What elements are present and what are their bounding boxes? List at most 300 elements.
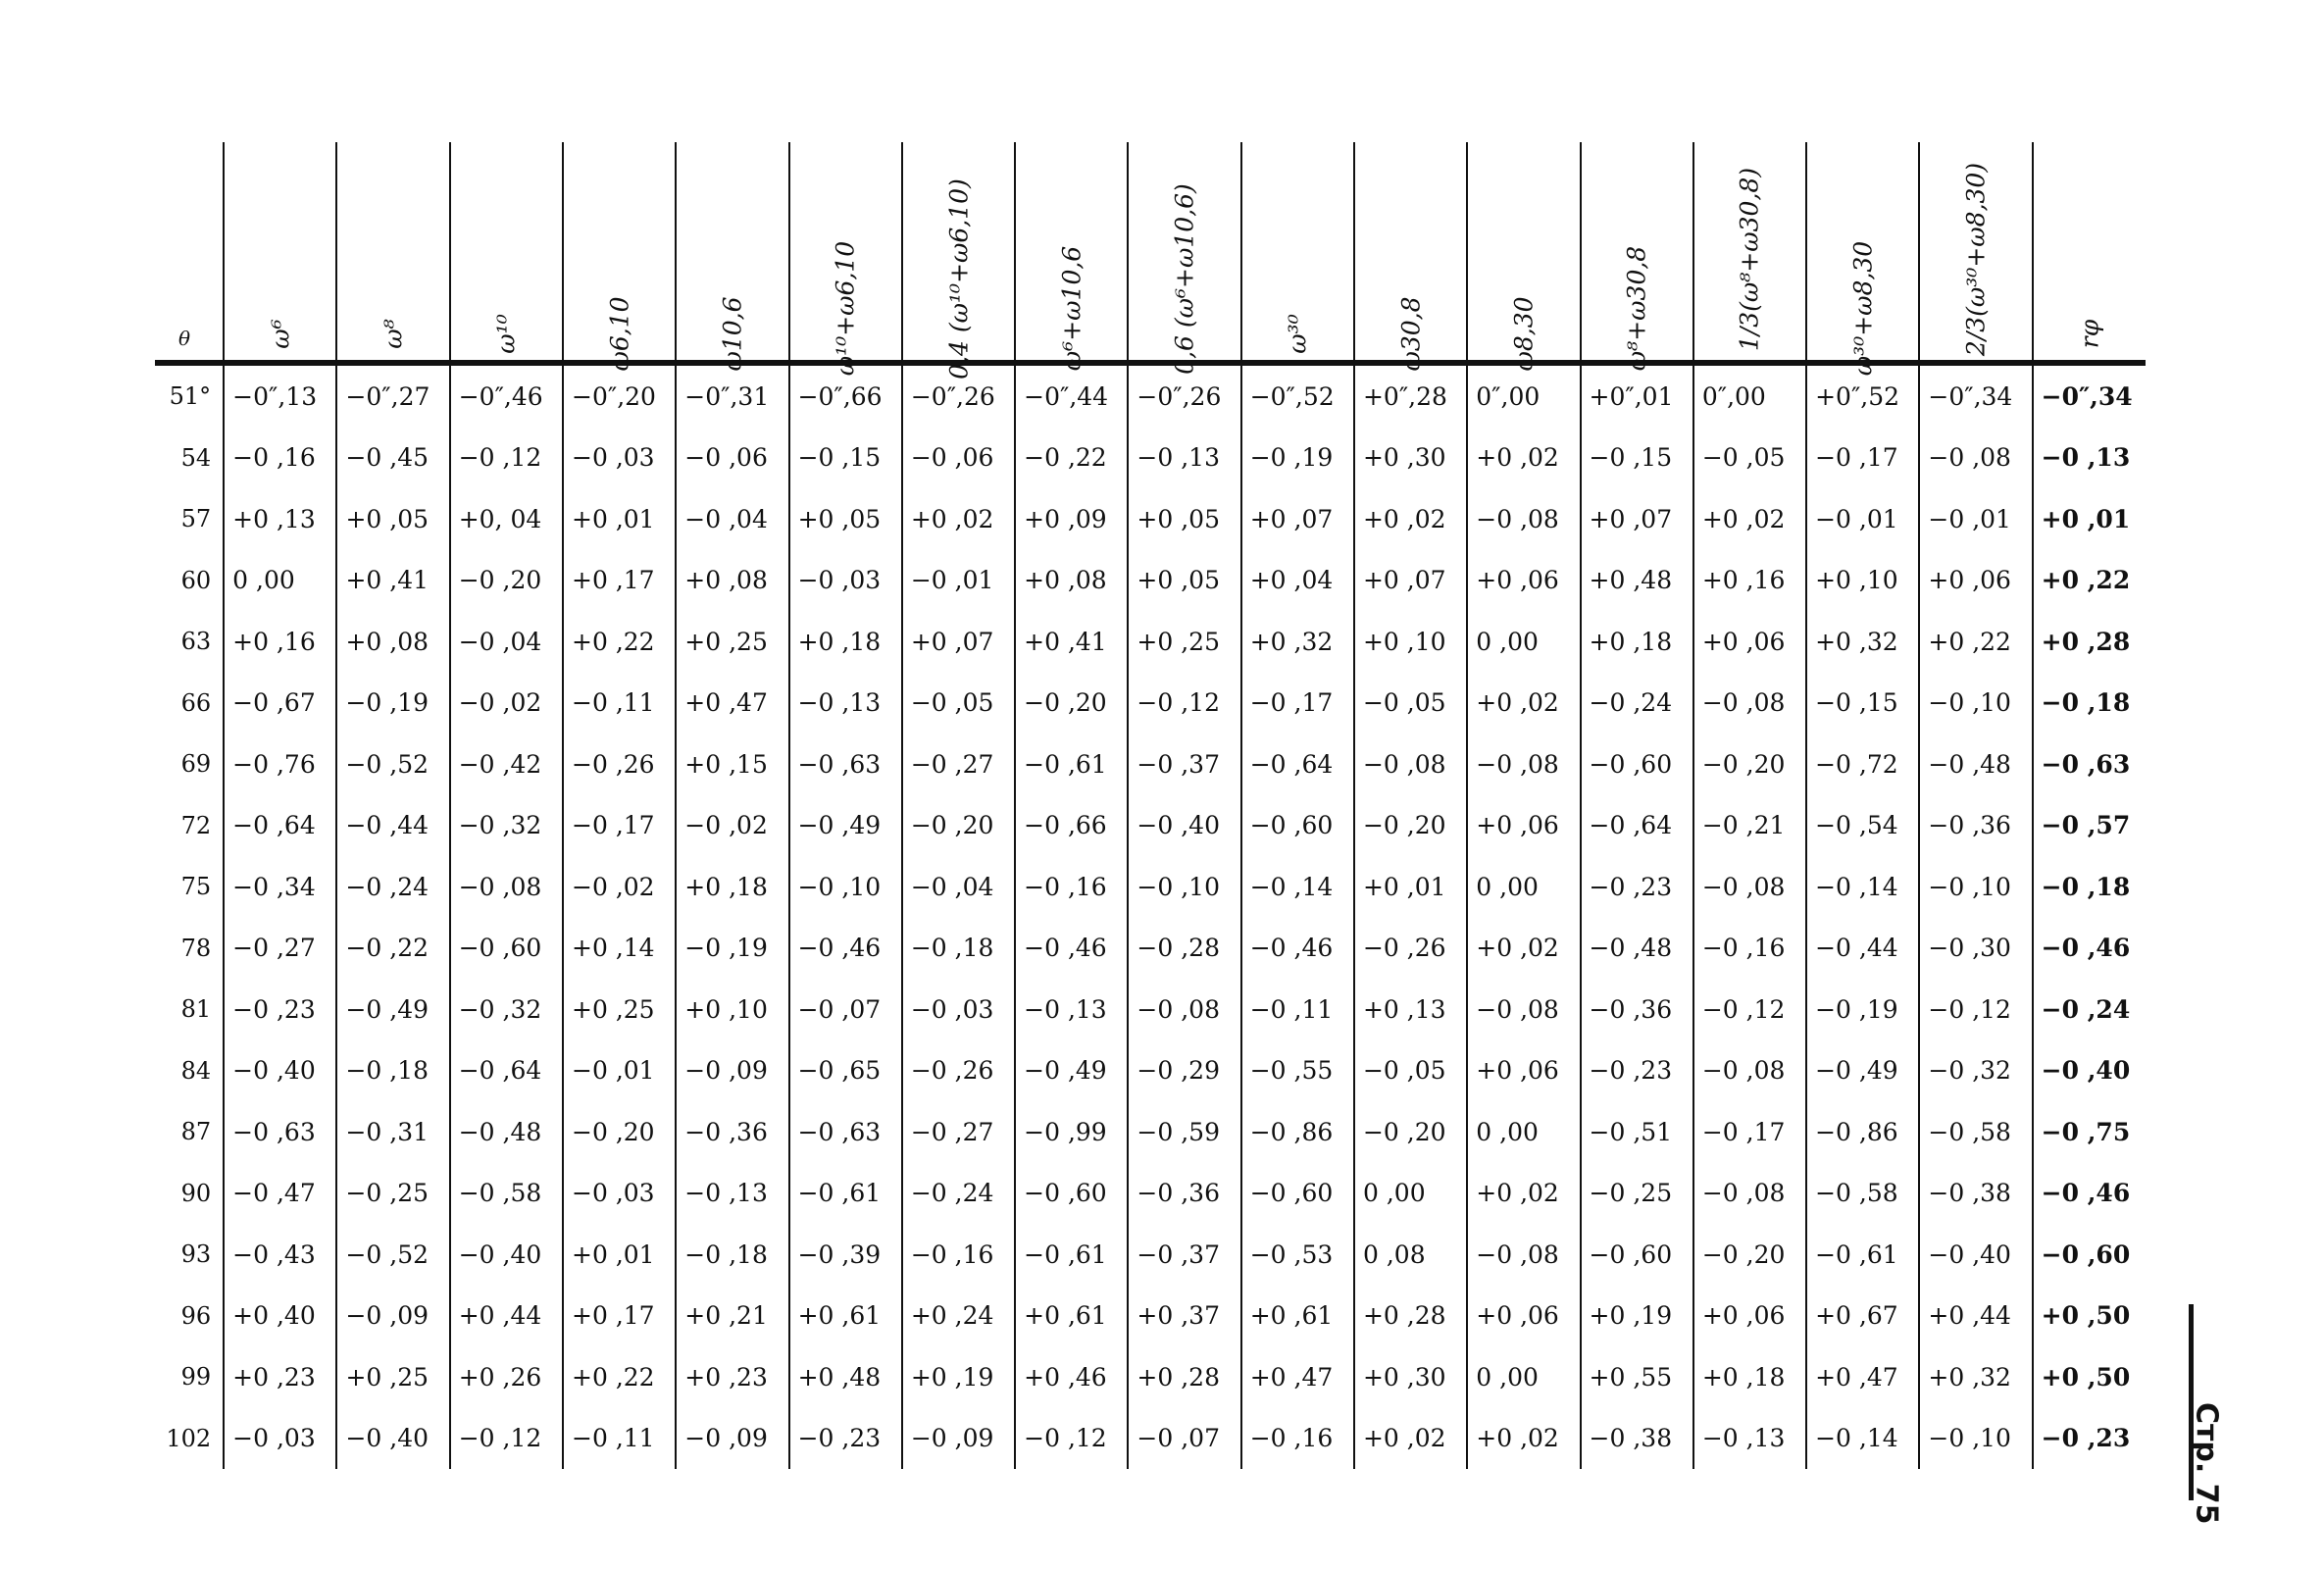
table-row [155,1286,2146,1347]
table-cell: −0 ,04 [902,856,1015,918]
column-header-label: ω⁸+ω30,8 [1622,245,1651,372]
table-cell: 0 ,00 [1467,856,1580,918]
table-cell: −0 ,40 [224,1040,336,1102]
table-cell: 0 ,00 [1354,1163,1467,1225]
table-cell: +0 ,10 [1806,550,1919,612]
row-theta-cell: 72 [180,811,212,839]
table-cell: +0 ,01 [1354,856,1467,918]
table-cell: −0 ,12 [1919,979,2032,1040]
table-cell: −0 ,37 [1128,734,1240,795]
table-cell: +0 ,06 [1467,1040,1580,1102]
table-cell: +0 ,28 [1354,1286,1467,1347]
table-cell: −0 ,20 [1354,795,1467,857]
table-cell: −0 ,27 [224,918,336,980]
table-cell: −0 ,64 [450,1040,563,1102]
table-cell: +0 ,61 [789,1286,902,1347]
row-theta-cell: 66 [180,688,212,717]
table-cell: +0 ,04 [1241,550,1354,612]
table-cell: −0″,31 [676,363,788,428]
row-theta-cell: 69 [180,750,212,779]
table-row [155,1040,2146,1102]
table-cell: −0 ,59 [1128,1101,1240,1163]
row-theta-cell: 84 [180,1056,212,1085]
table-cell: −0 ,19 [676,918,788,980]
column-header [2033,142,2146,363]
table-cell: −0 ,13 [2033,428,2146,489]
column-header [1581,142,1693,372]
table-row [155,734,2146,795]
row-theta-cell: 51° [169,382,212,411]
table-cell: −0 ,99 [1015,1101,1128,1163]
table-cell: −0 ,44 [1806,918,1919,980]
table-cell: −0 ,60 [1581,1224,1693,1286]
column-header [902,142,1015,380]
table-cell: −0 ,15 [1806,673,1919,734]
table-cell: −0 ,49 [336,979,449,1040]
table-cell: +0 ,05 [1128,550,1240,612]
table-cell: −0 ,26 [563,734,676,795]
table-cell: −0 ,05 [1354,673,1467,734]
table-cell: −0 ,12 [450,428,563,489]
table-cell: −0 ,11 [563,673,676,734]
row-theta-cell: 102 [166,1424,212,1452]
table-cell: −0 ,03 [224,1408,336,1470]
table-cell: −0 ,18 [336,1040,449,1102]
table-cell: +0 ,01 [563,1224,676,1286]
table-row [155,795,2146,857]
table-cell: +0 ,18 [676,856,788,918]
table-cell: +0 ,41 [1015,611,1128,673]
table-cell: −0 ,05 [1354,1040,1467,1102]
table-cell: −0 ,40 [2033,1040,2146,1102]
row-theta-cell: 93 [180,1240,212,1269]
column-header [1919,142,2032,363]
table-cell: −0 ,40 [1919,1224,2032,1286]
table-cell: −0 ,58 [1806,1163,1919,1225]
column-header-label: ω¹⁰+ω6,10 [831,240,860,377]
table-cell: −0 ,08 [1693,856,1806,918]
table-cell: +0 ,55 [1581,1346,1693,1408]
table-cell: −0 ,05 [902,673,1015,734]
table-cell: 0 ,00 [1467,611,1580,673]
table-cell: −0 ,25 [1581,1163,1693,1225]
table-cell: −0 ,52 [336,1224,449,1286]
table-cell: −0 ,01 [1919,488,2032,550]
table-cell: 0″,00 [1467,363,1580,428]
table-cell: −0 ,49 [1015,1040,1128,1102]
table-cell: +0″,52 [1806,363,1919,428]
table-cell: −0 ,38 [1581,1408,1693,1470]
table-cell: +0 ,19 [1581,1286,1693,1347]
table-cell: −0 ,12 [1128,673,1240,734]
table-cell: +0 ,16 [1693,550,1806,612]
table-cell: +0 ,22 [563,1346,676,1408]
table-cell: −0 ,58 [1919,1101,2032,1163]
column-header-label: ω⁶ [266,319,295,349]
table-cell: −0 ,36 [676,1101,788,1163]
table-cell: −0 ,13 [789,673,902,734]
table-cell: −0 ,28 [1128,918,1240,980]
row-theta-cell: 57 [180,505,212,533]
table-cell: −0 ,60 [450,918,563,980]
column-header [789,142,902,377]
table-cell: −0 ,46 [1241,918,1354,980]
table-cell: −0 ,27 [902,1101,1015,1163]
table-cell: −0 ,17 [1241,673,1354,734]
table-cell: +0 ,44 [450,1286,563,1347]
table-cell: −0 ,16 [902,1224,1015,1286]
table-cell: −0 ,40 [1128,795,1240,857]
row-theta-cell: 75 [180,873,212,901]
column-header-label: ω³⁰ [1283,314,1312,354]
table-cell: +0 ,08 [1015,550,1128,612]
table-cell: −0 ,34 [224,856,336,918]
table-cell: −0″,34 [1919,363,2032,428]
row-theta-cell: 54 [180,443,212,472]
table-cell: +0 ,22 [2033,550,2146,612]
column-header-label: ω³⁰+ω8,30 [1848,240,1878,377]
table-cell: −0 ,10 [1919,856,2032,918]
table-cell: +0 ,19 [902,1346,1015,1408]
table-cell: −0 ,17 [1693,1101,1806,1163]
row-theta-cell: 99 [180,1363,212,1392]
table-cell: −0 ,46 [2033,1163,2146,1225]
table-cell: −0 ,20 [1693,734,1806,795]
table-cell: −0 ,12 [1015,1408,1128,1470]
table-cell: −0 ,19 [1806,979,1919,1040]
table-cell: +0 ,48 [1581,550,1693,612]
table-cell: 0 ,08 [1354,1224,1467,1286]
table-cell: 0 ,00 [1467,1346,1580,1408]
table-cell: +0 ,37 [1128,1286,1240,1347]
table-cell: −0 ,12 [450,1408,563,1470]
table-cell: −0 ,48 [1581,918,1693,980]
column-header-label: ω10,6 [718,296,747,372]
table-cell: −0 ,24 [2033,979,2146,1040]
table-cell: −0 ,08 [1467,734,1580,795]
table-row [155,918,2146,980]
table-cell: +0 ,02 [1467,428,1580,489]
table-cell: −0 ,17 [1806,428,1919,489]
table-cell: +0 ,22 [563,611,676,673]
table-cell: +0 ,05 [1128,488,1240,550]
table-cell: −0 ,46 [789,918,902,980]
table-cell: −0 ,32 [450,979,563,1040]
table-cell: −0 ,18 [2033,673,2146,734]
table-cell: +0 ,08 [336,611,449,673]
table-cell: +0 ,05 [789,488,902,550]
column-header-label: ω⁶+ω10,6 [1057,245,1086,372]
table-cell: +0 ,25 [1128,611,1240,673]
table-cell: −0 ,01 [902,550,1015,612]
table-cell: −0 ,20 [563,1101,676,1163]
table-cell: +0″,01 [1581,363,1693,428]
table-cell: +0 ,07 [1354,550,1467,612]
table-cell: −0 ,24 [902,1163,1015,1225]
table-cell: +0 ,50 [2033,1286,2146,1347]
table-cell: −0 ,39 [789,1224,902,1286]
column-header-label: ω⁸ [379,319,408,349]
table-cell: −0 ,76 [224,734,336,795]
column-header [1354,142,1467,372]
table-cell: −0 ,46 [1015,918,1128,980]
table-cell: −0″,27 [336,363,449,428]
table-cell: −0 ,49 [1806,1040,1919,1102]
table-cell: −0 ,04 [676,488,788,550]
table-row [155,673,2146,734]
column-header [1241,142,1354,363]
table-cell: −0″,20 [563,363,676,428]
table-cell: −0″,52 [1241,363,1354,428]
table-cell: −0 ,61 [1015,1224,1128,1286]
table-cell: −0 ,47 [224,1163,336,1225]
table-cell: −0 ,08 [1693,1163,1806,1225]
table-cell: +0 ,14 [563,918,676,980]
table-cell: −0 ,60 [1241,795,1354,857]
row-theta-cell: 78 [180,934,212,962]
table-cell: −0″,46 [450,363,563,428]
table-cell: −0 ,32 [450,795,563,857]
table-row [155,979,2146,1040]
table-cell: +0 ,41 [336,550,449,612]
table-cell: +0 ,02 [1467,1408,1580,1470]
table-cell: −0″,26 [902,363,1015,428]
table-cell: +0 ,06 [1693,1286,1806,1347]
table-cell: −0″,66 [789,363,902,428]
table-cell: −0 ,20 [450,550,563,612]
table-cell: +0 ,61 [1015,1286,1128,1347]
table-cell: −0 ,23 [789,1408,902,1470]
table-cell: −0 ,16 [224,428,336,489]
row-theta-cell: 63 [180,628,212,656]
table-cell: −0 ,30 [1919,918,2032,980]
table-cell: −0 ,08 [1128,979,1240,1040]
table-cell: +0 ,46 [1015,1346,1128,1408]
table-row [155,1163,2146,1225]
table-cell: −0 ,61 [789,1163,902,1225]
table-row [155,363,2146,428]
table-cell: +0 ,28 [1128,1346,1240,1408]
table-cell: +0 ,32 [1919,1346,2032,1408]
table-cell: +0 ,18 [1693,1346,1806,1408]
table-cell: +0 ,06 [1467,795,1580,857]
table-cell: +0 ,67 [1806,1286,1919,1347]
table-cell: −0 ,15 [1581,428,1693,489]
table-cell: −0 ,03 [902,979,1015,1040]
table-cell: +0 ,02 [1354,1408,1467,1470]
table-cell: −0 ,86 [1241,1101,1354,1163]
column-header [336,142,449,363]
table-row [155,1408,2146,1470]
table-cell: −0″,44 [1015,363,1128,428]
table-cell: −0 ,08 [1354,734,1467,795]
table-cell: −0 ,51 [1581,1101,1693,1163]
table-cell: −0″,34 [2033,363,2146,428]
table-cell: −0 ,36 [1581,979,1693,1040]
table-cell: −0 ,48 [1919,734,2032,795]
table-cell: +0 ,25 [676,611,788,673]
table-cell: −0 ,31 [336,1101,449,1163]
table-cell: −0 ,11 [1241,979,1354,1040]
table-cell: +0 ,24 [902,1286,1015,1347]
table-cell: −0 ,17 [563,795,676,857]
table-cell: +0 ,02 [1693,488,1806,550]
table-cell: −0 ,48 [450,1101,563,1163]
table-cell: +0 ,21 [676,1286,788,1347]
table-cell: −0 ,46 [2033,918,2146,980]
table-cell: −0 ,25 [336,1163,449,1225]
table-cell: −0 ,07 [789,979,902,1040]
table-cell: +0 ,25 [563,979,676,1040]
table-cell: +0 ,32 [1241,611,1354,673]
table-cell: −0 ,24 [336,856,449,918]
table-cell: −0 ,63 [2033,734,2146,795]
table-cell: −0 ,19 [1241,428,1354,489]
table-cell: −0 ,67 [224,673,336,734]
column-header [563,142,676,372]
column-header [450,142,563,363]
table-cell: +0 ,17 [563,550,676,612]
table-cell: −0 ,21 [1693,795,1806,857]
table-cell: −0 ,60 [1241,1163,1354,1225]
table-cell: −0 ,24 [1581,673,1693,734]
table-cell: −0 ,26 [902,1040,1015,1102]
table-cell: −0 ,14 [1806,1408,1919,1470]
table-cell: +0 ,16 [224,611,336,673]
table-cell: −0 ,05 [1693,428,1806,489]
table-row [155,611,2146,673]
table-cell: −0 ,58 [450,1163,563,1225]
table-cell: −0 ,14 [1806,856,1919,918]
table-cell: −0 ,04 [450,611,563,673]
table-cell: −0 ,61 [1015,734,1128,795]
table-cell: −0 ,86 [1806,1101,1919,1163]
table-cell: +0, 04 [450,488,563,550]
table-cell: +0 ,02 [1467,918,1580,980]
table-cell: −0 ,02 [676,795,788,857]
row-theta-cell: 90 [180,1179,212,1207]
table-cell: −0 ,13 [676,1163,788,1225]
table-cell: +0 ,07 [1241,488,1354,550]
table-cell: −0 ,22 [1015,428,1128,489]
table-cell: −0 ,13 [1693,1408,1806,1470]
column-header-label: 0,4 (ω¹⁰+ω6,10) [944,178,973,380]
table-cell: −0 ,06 [676,428,788,489]
table-cell: +0 ,26 [450,1346,563,1408]
table-header-row [155,142,2146,363]
table-cell: −0 ,53 [1241,1224,1354,1286]
table-cell: +0 ,02 [902,488,1015,550]
table-cell: −0 ,16 [1015,856,1128,918]
table-cell: −0 ,37 [1128,1224,1240,1286]
table-cell: +0 ,50 [2033,1346,2146,1408]
table-cell: −0 ,08 [1693,673,1806,734]
table-cell: +0 ,10 [1354,611,1467,673]
table-cell: −0 ,07 [1128,1408,1240,1470]
table-cell: +0 ,18 [789,611,902,673]
table-cell: −0 ,63 [789,734,902,795]
table-cell: −0 ,10 [1128,856,1240,918]
table-row [155,488,2146,550]
column-header [1128,142,1240,375]
row-theta-cell: 60 [180,566,212,594]
row-theta-cell: 96 [180,1301,212,1330]
table-cell: −0 ,03 [563,1163,676,1225]
row-theta-cell: 87 [180,1118,212,1146]
table-cell: −0 ,43 [224,1224,336,1286]
table-cell: +0 ,30 [1354,428,1467,489]
table-cell: +0 ,05 [336,488,449,550]
table-cell: −0 ,12 [1693,979,1806,1040]
table-cell: −0″,13 [224,363,336,428]
table-cell: 0″,00 [1693,363,1806,428]
table-cell: +0 ,22 [1919,611,2032,673]
table-cell: −0 ,54 [1806,795,1919,857]
table-row [155,428,2146,489]
table-cell: −0 ,08 [1467,488,1580,550]
column-header [224,142,336,363]
data-table [155,142,2146,1469]
column-header [1806,142,1919,377]
table-cell: +0 ,17 [563,1286,676,1347]
table-cell: −0 ,29 [1128,1040,1240,1102]
table-cell: +0″,28 [1354,363,1467,428]
table-cell: −0 ,57 [2033,795,2146,857]
table-cell: −0 ,40 [336,1408,449,1470]
table-cell: +0 ,07 [902,611,1015,673]
table-cell: −0 ,52 [336,734,449,795]
table-cell: +0 ,13 [224,488,336,550]
table-cell: −0 ,14 [1241,856,1354,918]
table-cell: −0 ,09 [902,1408,1015,1470]
table-cell: −0 ,55 [1241,1040,1354,1102]
table-cell: 0 ,00 [224,550,336,612]
table-cell: −0 ,18 [2033,856,2146,918]
page-number-label [2187,1304,2246,1525]
table-cell: −0 ,49 [789,795,902,857]
table-cell: −0 ,20 [1693,1224,1806,1286]
column-header [1693,142,1806,363]
table-cell: −0 ,02 [450,673,563,734]
table-cell: −0 ,64 [1241,734,1354,795]
table-cell: −0 ,63 [789,1101,902,1163]
table-cell: +0 ,47 [1241,1346,1354,1408]
table-cell: −0 ,03 [789,550,902,612]
column-header-label: rφ [2075,319,2104,349]
table-cell: +0 ,44 [1919,1286,2032,1347]
table-cell: −0 ,65 [789,1040,902,1102]
table-cell: −0 ,61 [1806,1224,1919,1286]
table-cell: −0 ,16 [1693,918,1806,980]
column-header-label: ω6,10 [605,296,634,372]
column-header-theta [155,142,224,363]
table-cell: −0 ,09 [676,1040,788,1102]
table-cell: +0 ,02 [1467,1163,1580,1225]
column-header-label: θ [178,327,191,350]
table-cell: −0 ,27 [902,734,1015,795]
table-cell: −0 ,23 [1581,1040,1693,1102]
table-cell: +0 ,40 [224,1286,336,1347]
table-cell: −0 ,09 [676,1408,788,1470]
table-cell: +0 ,13 [1354,979,1467,1040]
table-cell: −0 ,72 [1806,734,1919,795]
column-header [676,142,788,372]
table-cell: −0 ,03 [563,428,676,489]
table-cell: −0 ,13 [1015,979,1128,1040]
column-header [1015,142,1128,372]
column-header-label: 0,6 (ω⁶+ω10,6) [1170,183,1199,375]
page-number-text: Стр. 75 [2189,1402,2224,1525]
